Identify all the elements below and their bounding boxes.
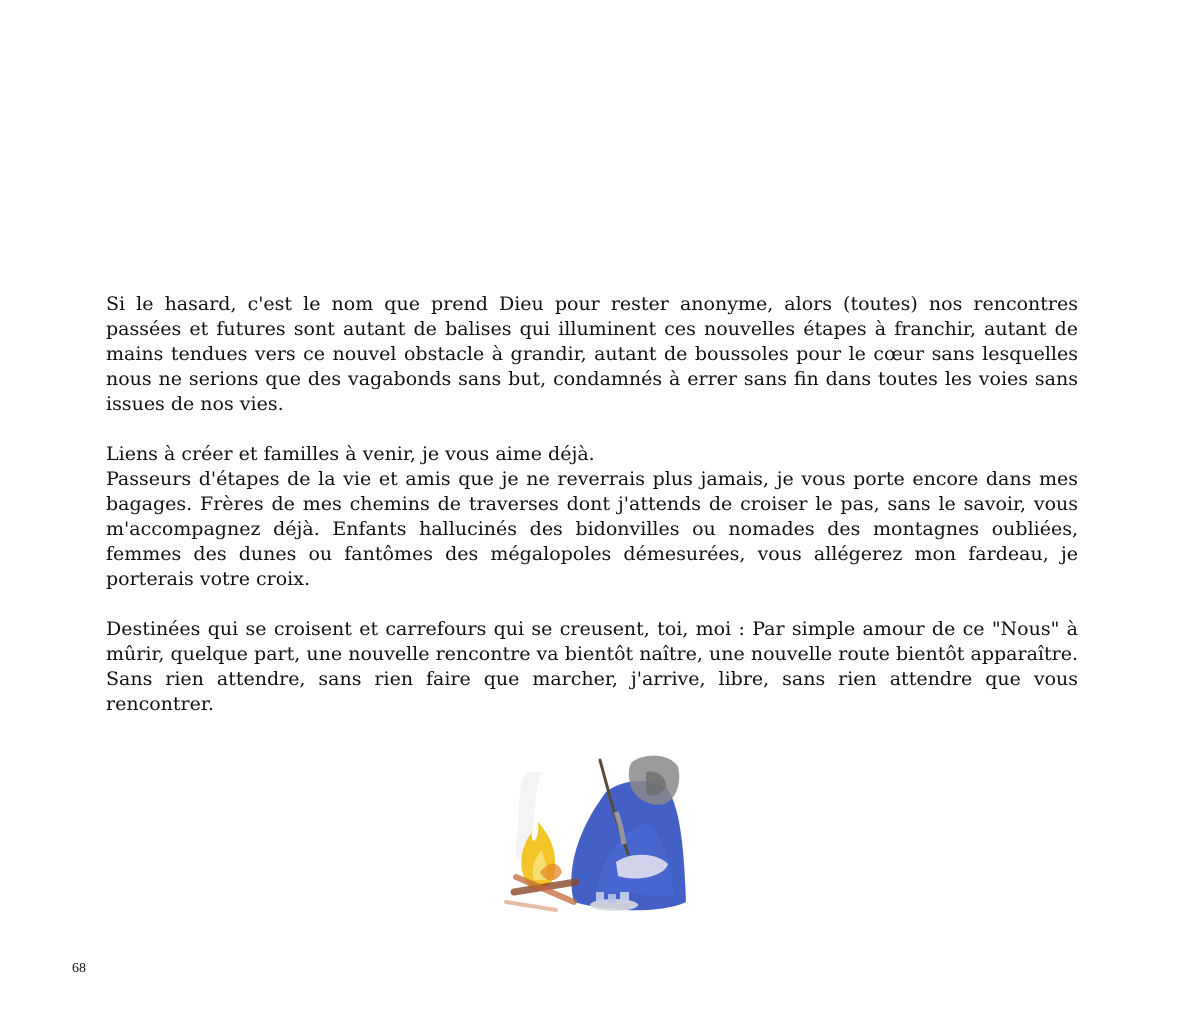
paragraph-spacer bbox=[106, 592, 1078, 617]
nomad-by-fire-illustration bbox=[496, 752, 696, 922]
paragraph-4: Destinées qui se croisent et carrefours qui se creusent, toi, moi : Par simple amour de ce "Nous" à mûrir, quelque part, une nouvelle rencontre va bientôt naître, une nouvelle route bientôt apparaître. Sans rien attendre, sans rien faire que marcher, j'arrive, libre, sans rien attendre que vous rencontrer. bbox=[106, 618, 1078, 715]
paragraph-1: Si le hasard, c'est le nom que prend Dieu pour rester anonyme, alors (toutes) nos rencontres passées et futures sont autant de balises qui illuminent ces nouvelles étapes à franchir, autant de mains tendues vers ce nouvel obstacle à grandir, autant de boussoles pour le cœur sans lesquelles nous ne serions que des vagabonds sans but, condamnés à errer sans fin dans toutes les voies sans issues de nos vies. bbox=[106, 293, 1078, 415]
paragraph-2: Liens à créer et familles à venir, je vous aime déjà. bbox=[106, 443, 595, 465]
watercolor-illustration bbox=[496, 752, 696, 922]
page-number: 68 bbox=[72, 961, 86, 976]
body-text bbox=[106, 292, 1078, 717]
paragraph-3: Passeurs d'étapes de la vie et amis que je ne reverrais plus jamais, je vous porte encore dans mes bagages. Frères de mes chemins de traverses dont j'attends de croiser le pas, sans le savoir, vous m'accompagnez déjà. Enfants hallucinés des bidonvilles ou nomades des montagnes oubliées, femmes des dunes ou fantômes des mégalopoles démesurées, vous allégerez mon fardeau, je porterais votre croix. bbox=[106, 468, 1078, 590]
paragraph-spacer bbox=[106, 417, 1078, 442]
